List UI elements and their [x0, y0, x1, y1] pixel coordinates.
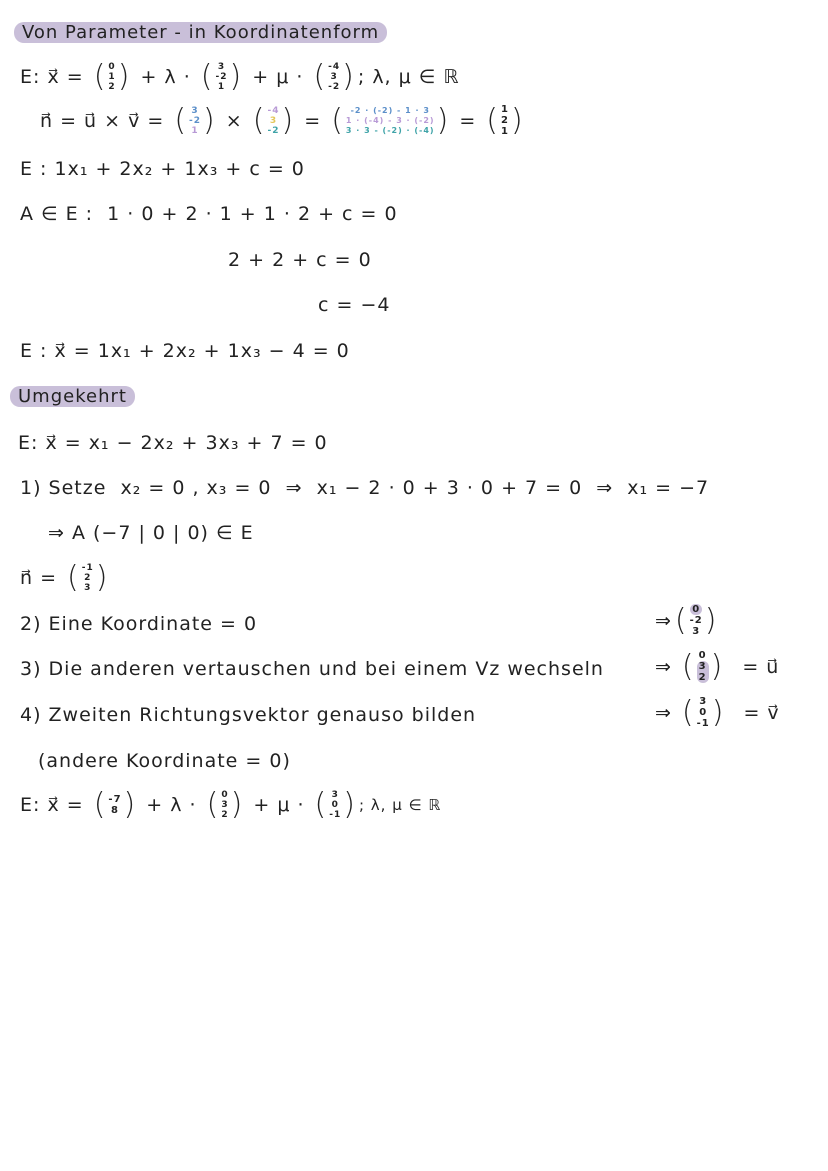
- v: 2: [84, 573, 92, 583]
- v: -2: [215, 72, 228, 82]
- v: 3: [84, 583, 92, 593]
- step-4: 4) Zweiten Richtungsvektor genauso bilden: [20, 704, 477, 726]
- support-vector: ( 0 1 2 ): [93, 59, 131, 94]
- coordinate-form-result: E : x⃗ = 1x₁ + 2x₂ + 1x₃ − 4 = 0: [20, 340, 350, 362]
- v: 0: [698, 650, 707, 661]
- v: -4: [328, 62, 341, 72]
- arrow: ⇒: [655, 655, 672, 678]
- lambda-term: + λ ·: [139, 794, 204, 816]
- v: -2: [189, 115, 202, 126]
- v-label: = v⃗: [743, 701, 780, 724]
- cross-u: ( 3 -2 1 ): [174, 102, 216, 138]
- eq-prefix: E: x⃗ =: [20, 794, 91, 816]
- mu-term: + μ ·: [246, 794, 312, 816]
- v: 2: [698, 672, 707, 683]
- cross-v: ( -4 3 -2 ): [252, 102, 295, 138]
- v: 0: [331, 800, 339, 810]
- support-vector: ( -7 8 ): [93, 787, 137, 822]
- v: 0: [108, 62, 116, 72]
- arrow: ⇒: [655, 609, 672, 632]
- normal-prefix: n⃗ =: [20, 567, 65, 589]
- eq: =: [297, 109, 329, 132]
- normal-vector-2: ( -1 2 3 ): [67, 560, 109, 595]
- eq-suffix: ; λ, μ ∈ ℝ: [358, 796, 442, 814]
- point-substitution: A ∈ E : 1 · 0 + 2 · 1 + 1 · 2 + c = 0: [20, 203, 398, 225]
- heading-reverse: Umgekehrt: [10, 386, 135, 407]
- mu-term: + μ ·: [245, 66, 311, 88]
- u-label: = u⃗: [742, 655, 780, 678]
- step-2-result: ⇒ ( 0 -2 3 ): [655, 602, 718, 638]
- v: -4: [267, 105, 280, 116]
- cross-prefix: n⃗ = u⃗ × v⃗ =: [40, 109, 172, 132]
- v: 0: [699, 707, 708, 718]
- v: -7: [108, 794, 122, 805]
- eq-suffix: ; λ, μ ∈ ℝ: [357, 66, 460, 88]
- v: 3: [330, 72, 338, 82]
- v: -1: [81, 563, 94, 573]
- step-3-result: ⇒ ( 0 3 2 ) = u⃗: [655, 648, 780, 684]
- v: 1: [108, 72, 116, 82]
- v: -2: [689, 615, 703, 626]
- coordinate-equation: E: x⃗ = x₁ − 2x₂ + 3x₃ + 7 = 0: [18, 432, 328, 454]
- note-other-coordinate: (andere Koordinate = 0): [38, 750, 291, 772]
- v: 3: [221, 800, 229, 810]
- v: 0: [692, 604, 701, 615]
- v: 3: [331, 790, 339, 800]
- normal-vector-line: [20, 560, 111, 595]
- v: 3: [692, 626, 701, 637]
- arrow: ⇒: [655, 701, 672, 724]
- direction-vector-u: ( 3 -2 1 ): [200, 59, 243, 94]
- v: -2: [328, 82, 341, 92]
- v: 1: [501, 126, 509, 137]
- step-1: 1) Setze x₂ = 0 , x₃ = 0 ⇒ x₁ − 2 · 0 + 3 · 0 + 7 = 0 ⇒ x₁ = −7: [20, 477, 710, 499]
- step-4-result: ⇒ ( 3 0 -1 ) = v⃗: [655, 694, 780, 730]
- direction-vector-v: ( -4 3 -2 ): [313, 59, 355, 94]
- v: 3: [217, 62, 226, 72]
- v: 2: [501, 115, 509, 126]
- c-result: c = −4: [318, 294, 391, 316]
- v: 2: [221, 810, 229, 820]
- v: -1: [329, 810, 342, 820]
- times: ×: [218, 109, 250, 132]
- v: 3: [191, 105, 199, 116]
- cross-product: [40, 104, 527, 137]
- eq: =: [452, 109, 484, 132]
- lambda-term: + λ ·: [133, 66, 198, 88]
- direction-vector-v: ( 3 0 -1 ): [314, 787, 356, 822]
- v: 1: [191, 125, 199, 136]
- v: -2: [267, 125, 280, 136]
- simplification: 2 + 2 + c = 0: [228, 249, 372, 271]
- parameter-equation: [20, 59, 460, 94]
- step-3: 3) Die anderen vertauschen und bei einem Vz wechseln: [20, 658, 604, 680]
- v: 8: [110, 805, 119, 816]
- v: 2: [108, 82, 116, 92]
- v: 1: [501, 104, 509, 115]
- cross-expression: ( -2 · (-2) - 1 · 3 1 · (-4) - 3 · (-2) 3 · 3 - (-2) · (-4) ): [331, 102, 450, 138]
- v: 0: [221, 790, 229, 800]
- v: 1: [217, 82, 226, 92]
- v: -1: [696, 718, 710, 729]
- direction-vector-u: ( 0 3 2 ): [206, 787, 244, 822]
- v: 3 · 3 - (-2) · (-4): [345, 125, 435, 135]
- v: 3: [269, 115, 278, 126]
- v: -2 · (-2) - 1 · 3: [350, 105, 430, 115]
- normal-vector: ( 1 2 1 ): [486, 102, 524, 138]
- coordinate-form-general: E : 1x₁ + 2x₂ + 1x₃ + c = 0: [20, 158, 305, 180]
- point-a: ⇒ A (−7 | 0 | 0) ∈ E: [48, 522, 254, 544]
- heading-parameter-to-coordinate: Von Parameter - in Koordinatenform: [14, 22, 387, 43]
- v: 1 · (-4) - 3 · (-2): [345, 115, 435, 125]
- eq-prefix: E: x⃗ =: [20, 66, 91, 88]
- step-2: 2) Eine Koordinate = 0: [20, 613, 258, 635]
- v: 3: [698, 661, 707, 672]
- v: 3: [699, 696, 708, 707]
- final-parameter-equation: [20, 787, 442, 822]
